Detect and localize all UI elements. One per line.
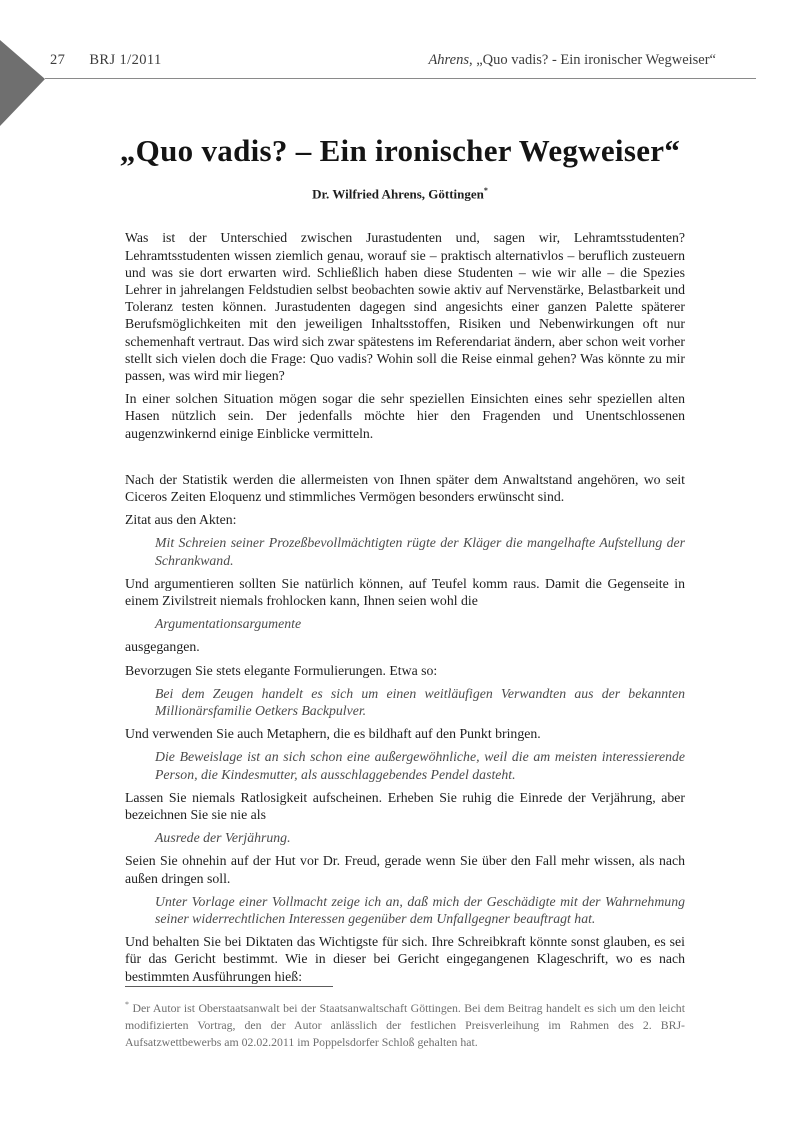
author-name: Dr. Wilfried Ahrens, Göttingen xyxy=(312,186,484,202)
paragraph: Zitat aus den Akten: xyxy=(125,512,237,528)
running-head-title: , „Quo vadis? - Ein ironischer Wegweiser“ xyxy=(469,52,716,68)
paragraph: Und argumentieren sollten Sie natürlich können, auf Teufel komm raus. Damit die Gegenseite in einem Zivilstreit niemals frohlocken kann, Ihnen seien wohl die xyxy=(125,575,685,608)
margin-arrow-icon xyxy=(0,0,46,131)
paragraph: Lassen Sie niemals Ratlosigkeit aufscheinen. Erheben Sie ruhig die Einrede der Verjährung, aber bezeichnen Sie sie nie als xyxy=(125,789,685,823)
paragraph: Seien Sie ohnehin auf der Hut vor Dr. Freud, gerade wenn Sie über den Fall mehr wissen, als nach außen dringen soll. xyxy=(125,853,685,886)
footnote-marker: * xyxy=(125,1000,129,1009)
header-rule xyxy=(45,78,756,79)
paragraph: Und behalten Sie bei Diktaten das Wichtigste für sich. Ihre Schreibkraft könnte sonst glauben, es sei für das Gericht bestimmt. Wie in dieser bei Gericht eingegangenen Klageschrift, wo es nach bestimmten Ausführungen hieß: xyxy=(125,934,685,984)
footnote xyxy=(125,986,685,1051)
case-quote: Unter Vorlage einer Vollmacht zeige ich an, daß mich der Geschädigte mit der Wahrnehmung seiner widerrechtlichen Interessen gegenüber dem Unfallgegner beauftragt hat. xyxy=(155,893,685,927)
case-quote: Ausrede der Verjährung. xyxy=(155,830,291,846)
running-head xyxy=(428,52,716,69)
page-number: 27 xyxy=(50,52,66,68)
case-quote: Bei dem Zeugen handelt es sich um einen weitläufigen Verwandten aus der bekannten Millionärsfamilie Oetkers Backpulver. xyxy=(155,685,685,718)
footnote-text xyxy=(125,996,685,1051)
journal-issue: BRJ 1/2011 xyxy=(89,52,162,68)
header-left xyxy=(50,52,162,69)
paragraph: Bevorzugen Sie stets elegante Formulierungen. Etwa so: xyxy=(125,662,438,678)
paragraph: In einer solchen Situation mögen sogar die sehr speziellen Einsichten eines sehr speziellen alten Hasen nützlich sein. Der jedenfalls möchte hier den Fragenden und Unentschlossenen augenzwinkernd einige Einblicke vermitteln. xyxy=(125,391,685,441)
author-footnote-marker: * xyxy=(483,186,488,195)
case-quote: Mit Schreien seiner Prozeßbevollmächtigten rügte der Kläger die mangelhafte Aufstellung der Schrankwand. xyxy=(155,535,685,568)
author-line xyxy=(0,186,800,202)
paragraph: Was ist der Unterschied zwischen Jurastudenten und, sagen wir, Lehramtsstudenten? Lehramtsstudenten wissen ziemlich genau, worauf sie – praktisch alternativlos – beruflich zusteuern und was sie dort erwarten wird. Schließlich haben diese Studenten – wie wir alle – die Spezies Lehrer in jahrelangen Feldstudien selbst beobachten sowie aktiv auf Nervenstärke, Belastbarkeit und Toleranz testen können. Jurastudenten dagegen sind angesichts einer ganzen Palette späterer Berufsmöglichkeiten mit den jeweiligen Inhaltsstoffen, Risiken und Nebenwirkungen oft nur schemenhaft vertraut. Das wird sich zwar spätestens im Referendariat ändern, aber schon weit vorher stellt sich vielen doch die Frage: Quo vadis? Wohin soll die Reise einmal gehen? Was könnte zu mir passen, was wird mir liegen? xyxy=(125,230,685,383)
paragraph: Und verwenden Sie auch Metaphern, die es bildhaft auf den Punkt bringen. xyxy=(125,726,541,742)
article-body xyxy=(125,229,685,985)
case-quote: Argumentationsargumente xyxy=(155,616,302,632)
footnote-body: Der Autor ist Oberstaatsanwalt bei der Staatsanwaltschaft Göttingen. Bei dem Beitrag handelt es sich um den leicht modifizierten Vortrag, den der Autor anlässlich der festlichen Preisverleihung im Rahmen des 2. BRJ-Aufsatzwettbewerbs am 02.02.2011 im Poppelsdorfer Schloß gehalten hat. xyxy=(125,1000,685,1049)
case-quote: Die Beweislage ist an sich schon eine außergewöhnliche, weil die am meisten interessierende Person, die Kindesmutter, als ausschlaggebendes Pendel dasteht. xyxy=(155,749,685,782)
paragraph: Nach der Statistik werden die allermeisten von Ihnen später dem Anwaltstand angehören, wo seit Ciceros Zeiten Eloquenz und stimmliches Vermögen besonders erwünscht sind. xyxy=(125,471,685,504)
footnote-separator xyxy=(125,986,333,987)
article-title: „Quo vadis? – Ein ironischer Wegweiser“ xyxy=(119,133,681,168)
running-head-author: Ahrens xyxy=(428,52,469,68)
paragraph: ausgegangen. xyxy=(125,639,200,655)
